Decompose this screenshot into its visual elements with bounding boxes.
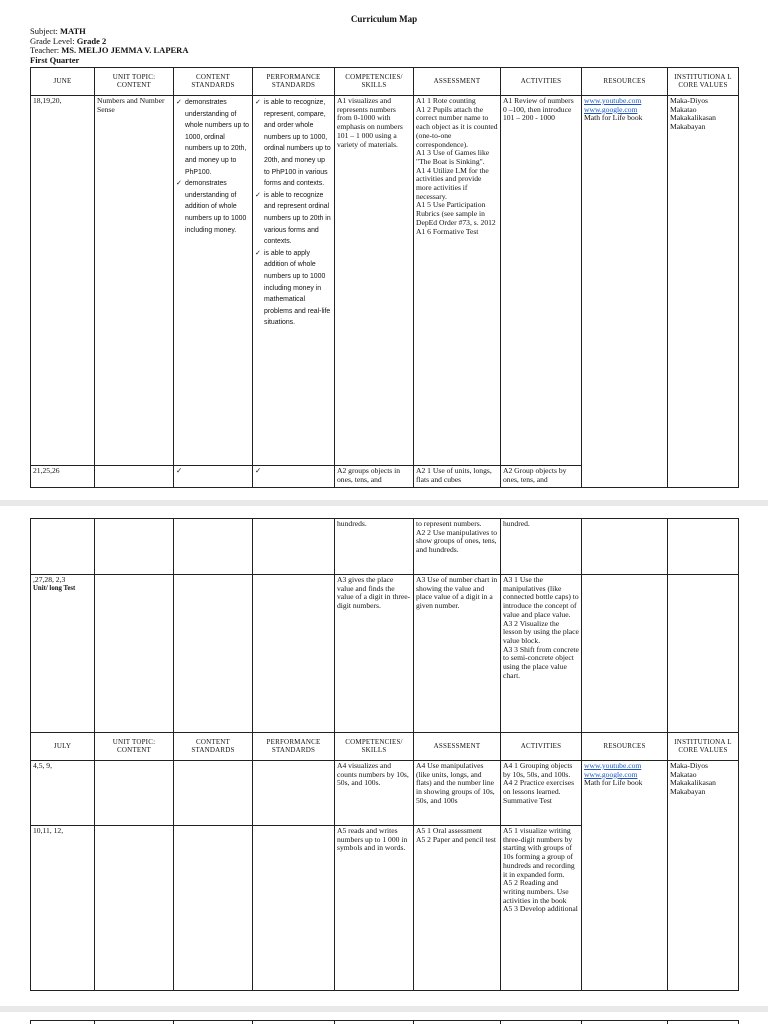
document-page-1 [0, 0, 768, 500]
table-header-row [31, 733, 739, 761]
header-content-standards: CONTENT STANDARDS [174, 68, 253, 96]
performance-standards-cell [253, 575, 335, 733]
core-value: Makakalikasan [670, 113, 716, 123]
row-dates: 4,5, 9, [31, 761, 95, 826]
activities-cell: A2 Group objects by ones, tens, and [501, 466, 582, 488]
activities-cell: A4 1 Grouping objects by 10s, 50s, and 100s. A4 2 Practice exercises on lessons learned. Summative Test [501, 761, 582, 826]
assessment-cell: A1 1 Rote counting A1 2 Pupils attach the correct number name to each object as it is counted (one-to-one correspondence). A1 3 Use of Games like "The Boat is Sinking". A1 4 Utilize LM for the activities and provide more activities if necessary. A1 5 Use Participation Rubrics (see sample in DepEd Order #73, s. 2012 A1 6 Formative Test [414, 96, 501, 466]
table-header-row [31, 68, 739, 96]
header-assessment: ASSESSMENT [414, 733, 501, 761]
quarter-label: First Quarter [30, 54, 80, 65]
cell [582, 1021, 668, 1024]
header-unit-topic: UNIT TOPIC: CONTENT [95, 68, 174, 96]
row-dates [31, 519, 95, 575]
curriculum-table-continued [30, 518, 739, 991]
activities-cell: hundred. [501, 519, 582, 575]
header-core-values: INSTITUTIONA L CORE VALUES [668, 68, 739, 96]
header-unit-topic: UNIT TOPIC: CONTENT [95, 733, 174, 761]
row-topic [95, 761, 174, 826]
header-competencies: COMPETENCIES/ SKILLS [335, 733, 414, 761]
competency-cell: hundreds. [335, 519, 414, 575]
competency-cell: A3 gives the place value and finds the value of a digit in three-digit numbers. [335, 575, 414, 733]
row-topic [95, 826, 174, 991]
assessment-cell: A3 Use of number chart in showing the value and place value of a digit in a given number. [414, 575, 501, 733]
cell [95, 1021, 174, 1024]
header-content-standards: CONTENT STANDARDS [174, 733, 253, 761]
performance-standards-cell [253, 519, 335, 575]
row-dates: 10,11, 12, [31, 826, 95, 991]
curriculum-table-june [30, 67, 739, 488]
row-dates-text: ,27,28, 2,3 [33, 575, 66, 584]
check-icon: ✓ [255, 191, 261, 199]
resources-cell [582, 96, 668, 488]
core-value: Makabayan [670, 122, 706, 132]
table-row [31, 519, 739, 575]
table-row [31, 761, 739, 826]
check-icon: ✓ [255, 249, 261, 257]
performance-standards-cell [253, 761, 335, 826]
core-values-cell [668, 761, 739, 991]
assessment-cell: A4 Use manipulatives (like units, longs, and flats) and the number line in showing groups of 10s, 50s, and 100s [414, 761, 501, 826]
youtube-link[interactable]: www.youtube.com [584, 761, 642, 770]
activities-cell: A1 Review of numbers 0 –100, then introduce 101 – 200 - 1000 [501, 96, 582, 466]
document-title: Curriculum Map [350, 14, 418, 24]
content-standards-cell [174, 519, 253, 575]
cell [31, 1021, 95, 1024]
header-performance-standards: PERFORMANCE STANDARDS [253, 68, 335, 96]
youtube-link[interactable]: www.youtube.com [584, 96, 642, 105]
header-resources: RESOURCES [582, 733, 668, 761]
content-standards-cell [174, 826, 253, 991]
google-link[interactable]: www.google.com [584, 104, 638, 114]
core-value: Makakalikasan [670, 778, 716, 788]
check-icon: ✓ [176, 180, 182, 188]
row-dates [31, 575, 95, 733]
cell [174, 1021, 253, 1024]
competency-cell: A2 groups objects in ones, tens, and [335, 466, 414, 488]
performance-standards-cell [253, 466, 335, 488]
teacher-value: MS. MELJO JEMMA V. LAPERA [61, 45, 189, 55]
core-value: Makatao [670, 769, 697, 779]
content-standards-cell [174, 466, 253, 488]
assessment-cell: to represent numbers. A2 2 Use manipulatives to show groups of ones, tens, and hundreds. [414, 519, 501, 575]
row-topic [95, 575, 174, 733]
table-row [31, 96, 739, 466]
assessment-cell: A2 1 Use of units, longs, flats and cubes [414, 466, 501, 488]
header-core-values: INSTITUTIONA L CORE VALUES [668, 733, 739, 761]
core-value: Maka-Diyos [670, 761, 708, 770]
core-value: Makatao [670, 104, 697, 114]
assessment-cell: A5 1 Oral assessment A5 2 Paper and pencil test [414, 826, 501, 991]
resource-book: Math for Life book [584, 113, 643, 123]
check-icon: ✓ [255, 99, 261, 106]
content-standards-cell [174, 761, 253, 826]
core-value: Makabayan [670, 787, 706, 797]
teacher-label: Teacher: [30, 45, 60, 55]
resources-cell [582, 761, 668, 991]
cell [668, 1021, 739, 1024]
check-icon: ✓ [176, 99, 182, 106]
core-value: Maka-Diyos [670, 96, 708, 105]
row-topic [95, 466, 174, 488]
google-link[interactable]: www.google.com [584, 769, 638, 779]
content-standards-cell [174, 575, 253, 733]
check-icon: ✓ [176, 466, 183, 475]
curriculum-table-next [30, 1020, 739, 1024]
row-topic: Numbers and Number Sense [95, 96, 174, 466]
header-activities: ACTIVITIES [501, 733, 582, 761]
grade-label: Grade Level: [30, 35, 75, 46]
core-values-cell [668, 519, 739, 575]
unit-test-note: Unit/ long Test [33, 584, 76, 592]
subject-label: Subject: [30, 26, 58, 36]
resource-book: Math for Life book [584, 778, 643, 788]
cell [335, 1021, 414, 1024]
cell [253, 1021, 335, 1024]
document-page-2 [0, 506, 768, 1006]
check-icon: ✓ [255, 466, 262, 475]
performance-standards-cell [253, 96, 335, 466]
resources-cell [582, 575, 668, 733]
core-values-cell [668, 96, 739, 488]
header-performance-standards: PERFORMANCE STANDARDS [253, 733, 335, 761]
table-row [31, 575, 739, 733]
content-standard-item: ✓ demonstrates understanding of addition of whole numbers up to 1000 including money. [176, 178, 250, 236]
cell [414, 1021, 501, 1024]
activities-cell: A5 1 visualize writing three-digit numbers by starting with groups of 10s forming a group of hundreds and recording it in expanded form. A5 2 Reading and writing numbers. Use activities in the book A5 3 Develop additional [501, 826, 582, 991]
row-dates: 18,19,20, [31, 96, 95, 466]
core-values-cell [668, 575, 739, 733]
header-competencies: COMPETENCIES/ SKILLS [335, 68, 414, 96]
grade-value: Grade 2 [76, 35, 107, 46]
document-page-3 [0, 1012, 768, 1024]
header-activities: ACTIVITIES [501, 68, 582, 96]
activities-cell: A3 1 Use the manipulatives (like connected bottle caps) to introduce the concept of value and place value. A3 2 Visualize the lesson by using the place value block. A3 3 Shift from concrete to semi-concrete object using the place value chart. [501, 575, 582, 733]
competency-cell: A1 visualizes and represents numbers from 0-1000 with emphasis on numbers 101 – 1 000 using a variety of materials. [335, 96, 414, 466]
header-month: JULY [31, 733, 95, 761]
competency-cell: A4 visualizes and counts numbers by 10s, 50s, and 100s. [335, 761, 414, 826]
header-month: JUNE [31, 68, 95, 96]
row-topic [95, 519, 174, 575]
resources-cell [582, 519, 668, 575]
header-assessment: ASSESSMENT [414, 68, 501, 96]
row-dates: 21,25,26 [31, 466, 95, 488]
performance-standard-item: ✓ is able to recognize, represent, compare, and order whole numbers up to 1000, ordinal numbers up to 20th, and money up to PhP100 in various forms and contexts. [255, 97, 332, 190]
competency-cell: A5 reads and writes numbers up to 1 000 in symbols and in words. [335, 826, 414, 991]
content-standard-item: ✓ demonstrates understanding of whole numbers up to 1000, ordinal numbers up to 20th, and money up to PhP100. [176, 97, 250, 178]
performance-standard-item: ✓ is able to apply addition of whole numbers up to 1000 including money in mathematical problems and real-life situations. [255, 248, 332, 329]
header-resources: RESOURCES [582, 68, 668, 96]
performance-standards-cell [253, 826, 335, 991]
content-standards-cell [174, 96, 253, 466]
table-row [31, 1021, 739, 1024]
subject-value: MATH [59, 26, 86, 36]
performance-standard-item: ✓ is able to recognize and represent ordinal numbers up to 20th in various forms and contexts. [255, 190, 332, 248]
cell [501, 1021, 582, 1024]
